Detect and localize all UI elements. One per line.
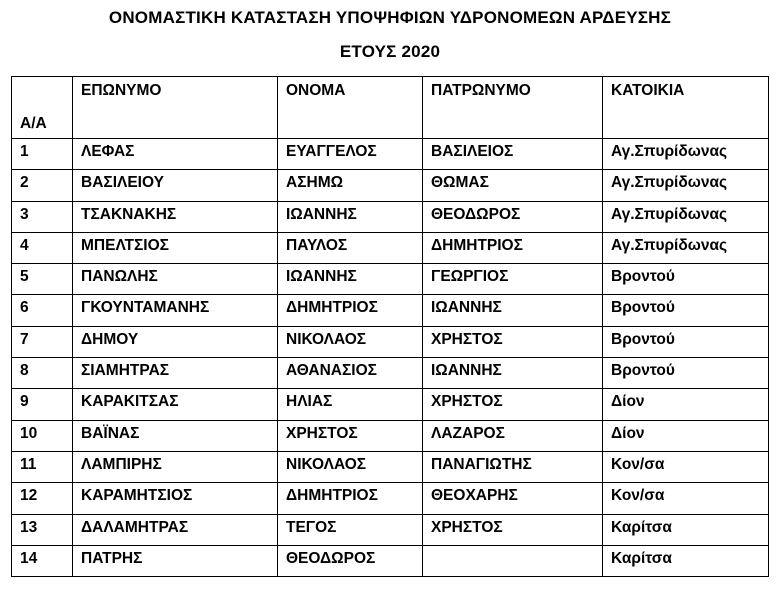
header-father-name: ΠΑΤΡΩΝΥΜΟ [423, 77, 603, 139]
cell-name: ΑΘΑΝΑΣΙΟΣ [278, 358, 423, 389]
cell-aa: 7 [12, 326, 73, 357]
cell-father-name: ΔΗΜΗΤΡΙΟΣ [423, 232, 603, 263]
table-row [12, 326, 769, 357]
cell-surname: ΜΠΕΛΤΣΙΟΣ [73, 232, 278, 263]
cell-residence: Βροντού [603, 264, 769, 295]
table-row [12, 514, 769, 545]
cell-father-name: ΓΕΩΡΓΙΟΣ [423, 264, 603, 295]
table-row [12, 420, 769, 451]
cell-father-name: ΠΑΝΑΓΙΩΤΗΣ [423, 451, 603, 482]
cell-surname: ΒΑΣΙΛΕΙΟΥ [73, 170, 278, 201]
cell-residence: Αγ.Σπυρίδωνας [603, 232, 769, 263]
cell-aa: 11 [12, 451, 73, 482]
table-row [12, 295, 769, 326]
cell-aa: 5 [12, 264, 73, 295]
cell-surname: ΓΚΟΥΝΤΑΜΑΝΗΣ [73, 295, 278, 326]
cell-residence: Καρίτσα [603, 514, 769, 545]
document-subtitle-year: ΕΤΟΥΣ 2020 [339, 42, 441, 61]
cell-name: ΝΙΚΟΛΑΟΣ [278, 326, 423, 357]
header-residence: ΚΑΤΟΙΚΙΑ [603, 77, 769, 139]
cell-name: ΠΑΥΛΟΣ [278, 232, 423, 263]
cell-father-name: ΒΑΣΙΛΕΙΟΣ [423, 139, 603, 170]
header-aa: Α/Α [12, 77, 73, 139]
cell-residence: Καρίτσα [603, 545, 769, 576]
cell-residence: Βροντού [603, 295, 769, 326]
cell-aa: 8 [12, 358, 73, 389]
cell-name: ΘΕΟΔΩΡΟΣ [278, 545, 423, 576]
cell-surname: ΣΙΑΜΗΤΡΑΣ [73, 358, 278, 389]
cell-father-name: ΧΡΗΣΤΟΣ [423, 514, 603, 545]
cell-name: ΕΥΑΓΓΕΛΟΣ [278, 139, 423, 170]
cell-residence: Αγ.Σπυρίδωνας [603, 201, 769, 232]
cell-residence: Κον/σα [603, 451, 769, 482]
cell-surname: ΛΕΦΑΣ [73, 139, 278, 170]
cell-aa: 3 [12, 201, 73, 232]
cell-father-name: ΘΕΟΧΑΡΗΣ [423, 483, 603, 514]
table-row [12, 358, 769, 389]
cell-surname: ΔΑΛΑΜΗΤΡΑΣ [73, 514, 278, 545]
cell-aa: 10 [12, 420, 73, 451]
candidates-table [11, 76, 769, 577]
cell-name: ΗΛΙΑΣ [278, 389, 423, 420]
cell-aa: 12 [12, 483, 73, 514]
cell-aa: 14 [12, 545, 73, 576]
table-row [12, 201, 769, 232]
cell-name: ΙΩΑΝΝΗΣ [278, 264, 423, 295]
table-row [12, 451, 769, 482]
table-header-row [12, 77, 769, 139]
cell-surname: ΛΑΜΠΙΡΗΣ [73, 451, 278, 482]
table-row [12, 139, 769, 170]
cell-residence: Αγ.Σπυρίδωνας [603, 170, 769, 201]
cell-name: ΑΣΗΜΩ [278, 170, 423, 201]
cell-father-name: ΧΡΗΣΤΟΣ [423, 326, 603, 357]
cell-aa: 13 [12, 514, 73, 545]
cell-father-name: ΛΑΖΑΡΟΣ [423, 420, 603, 451]
cell-residence: Δίον [603, 389, 769, 420]
table-row [12, 232, 769, 263]
cell-surname: ΔΗΜΟΥ [73, 326, 278, 357]
cell-aa: 1 [12, 139, 73, 170]
cell-father-name: ΘΕΟΔΩΡΟΣ [423, 201, 603, 232]
cell-name: ΧΡΗΣΤΟΣ [278, 420, 423, 451]
cell-aa: 9 [12, 389, 73, 420]
cell-name: ΝΙΚΟΛΑΟΣ [278, 451, 423, 482]
cell-father-name: ΧΡΗΣΤΟΣ [423, 389, 603, 420]
cell-father-name: ΘΩΜΑΣ [423, 170, 603, 201]
header-surname: ΕΠΩΝΥΜΟ [73, 77, 278, 139]
cell-residence: Δίον [603, 420, 769, 451]
document-title: ΟΝΟΜΑΣΤΙΚΗ ΚΑΤΑΣΤΑΣΗ ΥΠΟΨΗΦΙΩΝ ΥΔΡΟΝΟΜΕΩΝ ΑΡΔΕΥΣΗΣ [108, 8, 672, 27]
cell-aa: 6 [12, 295, 73, 326]
cell-surname: ΠΑΤΡΗΣ [73, 545, 278, 576]
cell-father-name: ΙΩΑΝΝΗΣ [423, 358, 603, 389]
cell-father-name: ΙΩΑΝΝΗΣ [423, 295, 603, 326]
cell-father-name [423, 545, 603, 576]
table-row [12, 170, 769, 201]
table-row [12, 389, 769, 420]
cell-residence: Αγ.Σπυρίδωνας [603, 139, 769, 170]
cell-surname: ΠΑΝΩΛΗΣ [73, 264, 278, 295]
cell-surname: ΚΑΡΑΚΙΤΣΑΣ [73, 389, 278, 420]
cell-aa: 2 [12, 170, 73, 201]
header-name: ΟΝΟΜΑ [278, 77, 423, 139]
cell-residence: Βροντού [603, 358, 769, 389]
cell-name: ΔΗΜΗΤΡΙΟΣ [278, 295, 423, 326]
table-row [12, 483, 769, 514]
cell-name: ΔΗΜΗΤΡΙΟΣ [278, 483, 423, 514]
cell-residence: Βροντού [603, 326, 769, 357]
cell-surname: ΚΑΡΑΜΗΤΣΙΟΣ [73, 483, 278, 514]
cell-surname: ΤΣΑΚΝΑΚΗΣ [73, 201, 278, 232]
table-row [12, 264, 769, 295]
cell-surname: ΒΑΪΝΑΣ [73, 420, 278, 451]
cell-aa: 4 [12, 232, 73, 263]
cell-name: ΙΩΑΝΝΗΣ [278, 201, 423, 232]
table-row [12, 545, 769, 576]
cell-name: ΤΕΓΟΣ [278, 514, 423, 545]
cell-residence: Κον/σα [603, 483, 769, 514]
